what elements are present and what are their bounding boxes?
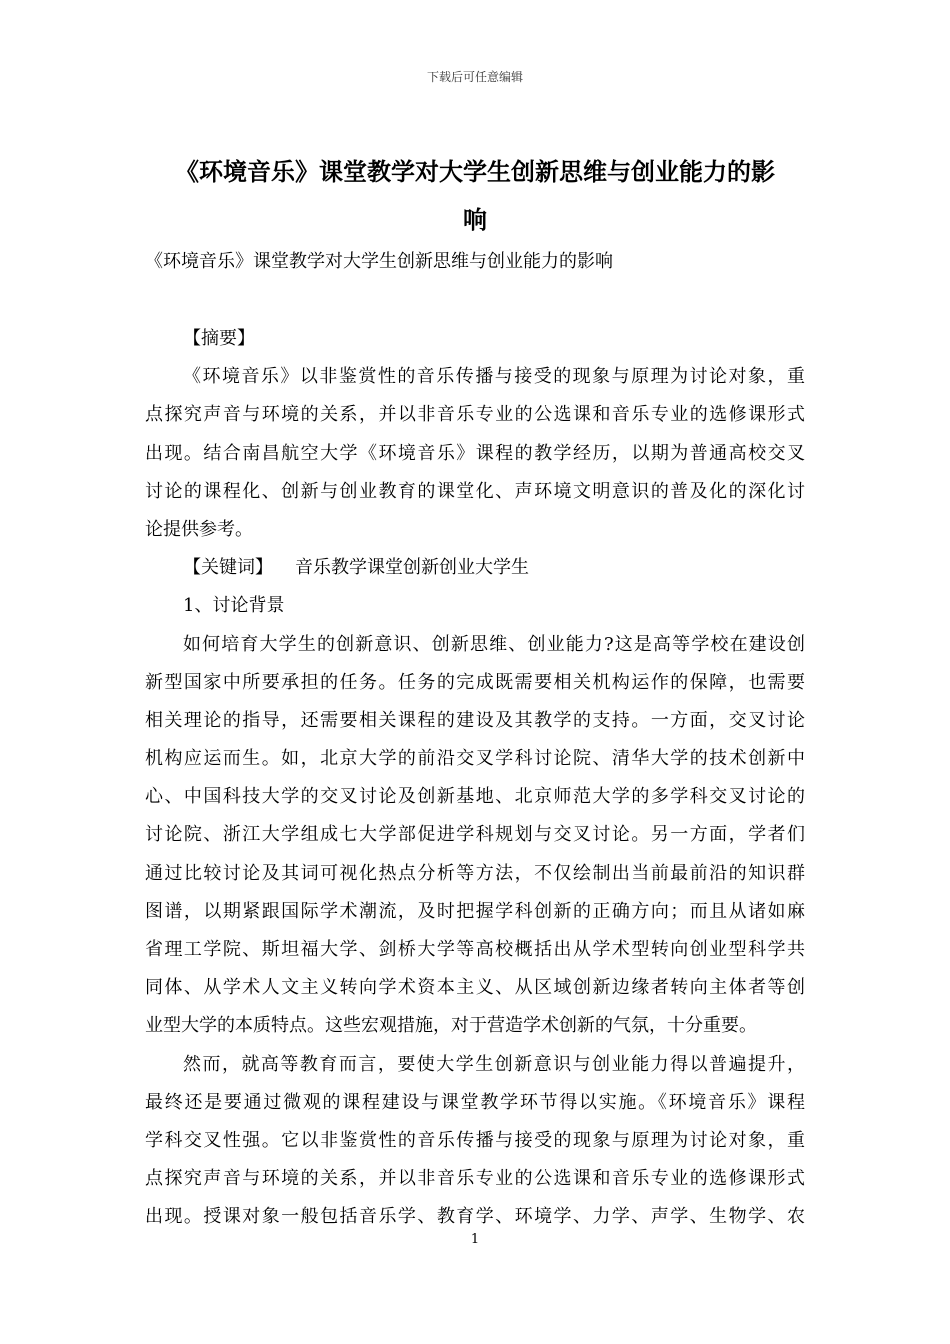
abstract-line: 论提供参考。: [145, 518, 253, 540]
abstract-line: 讨论的课程化、创新与创业教育的课堂化、声环境文明意识的普及化的深化讨: [145, 480, 805, 502]
paragraph-line: 然而，就高等教育而言，要使大学生创新意识与创业能力得以普遍提升，: [183, 1053, 805, 1075]
title-line: 《环境音乐》课堂教学对大学生创新思维与创业能力的影: [175, 158, 775, 186]
paragraph-line: 相关理论的指导，还需要相关课程的建设及其教学的支持。一方面，交叉讨论: [145, 709, 805, 731]
paragraph-line: 心、中国科技大学的交叉讨论及创新基地、北京师范大学的多学科交叉讨论的: [145, 786, 805, 808]
paragraph-line: 点探究声音与环境的关系，并以非音乐专业的公选课和音乐专业的选修课形式: [145, 1168, 805, 1190]
paragraph-line: 同体、从学术人文主义转向学术资本主义、从区域创新边缘者转向主体者等创: [145, 977, 805, 999]
paragraph-line: 学科交叉性强。它以非鉴赏性的音乐传播与接受的现象与原理为讨论对象，重: [145, 1129, 805, 1151]
keywords-row: [145, 549, 805, 587]
page-number: 1: [470, 1232, 480, 1247]
document-title: [145, 148, 805, 244]
paragraph-line: 讨论院、浙江大学组成七大学部促进学科规划与交叉讨论。另一方面，学者们: [145, 824, 805, 846]
paragraph-line: 出现。授课对象一般包括音乐学、教育学、环境学、力学、声学、生物学、农: [145, 1206, 805, 1228]
paragraph-line: 机构应运而生。如，北京大学的前沿交叉学科讨论院、清华大学的技术创新中: [145, 748, 805, 770]
paragraph-line: 省理工学院、斯坦福大学、剑桥大学等高校概括出从学术型转向创业型科学共: [145, 939, 805, 960]
abstract-heading: 【摘要】: [183, 328, 255, 349]
keywords-label: 【关键词】: [183, 557, 273, 579]
paragraph-line: 通过比较讨论及其词可视化热点分析等方法，不仅绘制出当前最前沿的知识群: [145, 862, 805, 884]
paragraph-line: 最终还是要通过微观的课程建设与课堂教学环节得以实施。《环境音乐》课程: [145, 1091, 805, 1113]
section-heading: 1、讨论背景: [183, 595, 285, 617]
document-body: [145, 320, 805, 1237]
title-line: 响: [463, 206, 487, 234]
paragraph-line: 如何培育大学生的创新意识、创新思维、创业能力?这是高等学校在建设创: [183, 633, 805, 655]
paragraph-line: 业型大学的本质特点。这些宏观措施，对于营造学术创新的气氛，十分重要。: [145, 1015, 757, 1037]
abstract-line: 《环境音乐》以非鉴赏性的音乐传播与接受的现象与原理为讨论对象，重: [183, 366, 805, 388]
document-subtitle: 《环境音乐》课堂教学对大学生创新思维与创业能力的影响: [145, 251, 613, 272]
paragraph-line: 图谱，以期紧跟国际学术潮流，及时把握学科创新的正确方向；而且从诸如麻: [145, 900, 805, 922]
abstract-line: 点探究声音与环境的关系，并以非音乐专业的公选课和音乐专业的选修课形式: [145, 404, 805, 426]
paragraph-line: 新型国家中所要承担的任务。任务的完成既需要相关机构运作的保障，也需要: [145, 671, 805, 693]
keywords-text: 音乐教学课堂创新创业大学生: [295, 557, 529, 579]
abstract-line: 出现。结合南昌航空大学《环境音乐》课程的教学经历，以期为普通高校交叉: [145, 442, 805, 464]
page-header: 下载后可任意编辑: [426, 70, 523, 84]
